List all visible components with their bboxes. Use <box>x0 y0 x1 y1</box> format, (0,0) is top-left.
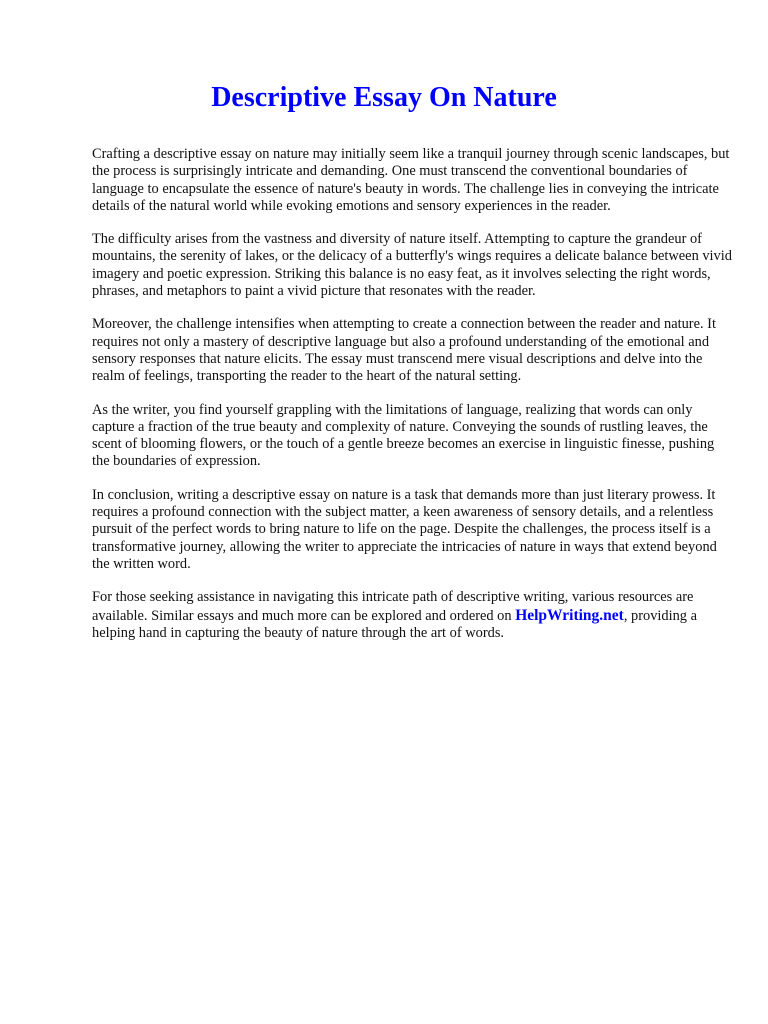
paragraph-6-text-before-link: For those seeking assistance in navigating this intricate path of descriptive writing, various resources are available. Similar essays and much more can be explored and ordered on <box>92 589 694 624</box>
paragraph-3: Moreover, the challenge intensifies when attempting to create a connection between the reader and nature. It requires not only a mastery of descriptive language but also a profound understanding of the emotional and sensory responses that nature elicits. The essay must transcend mere visual descriptions and delve into the realm of feelings, transporting the reader to the heart of the natural setting. <box>92 316 716 385</box>
paragraph-2: The difficulty arises from the vastness and diversity of nature itself. Attempting to capture the grandeur of mountains, the serenity of lakes, or the delicacy of a butterfly's wings requires a delicate balance between vivid imagery and poetic expression. Striking this balance is no easy feat, as it involves selecting the right words, phrases, and metaphors to paint a vivid picture that resonates with the reader. <box>92 231 732 300</box>
paragraph-6 <box>92 589 732 642</box>
page-title: Descriptive Essay On Nature <box>211 82 557 113</box>
paragraph-4: As the writer, you find yourself grappling with the limitations of language, realizing that words can only capture a fraction of the true beauty and complexity of nature. Conveying the sounds of rustling leaves, the scent of blooming flowers, or the touch of a gentle breeze becomes an exercise in linguistic finesse, pushing the boundaries of expression. <box>92 401 715 470</box>
paragraph-5: In conclusion, writing a descriptive essay on nature is a task that demands more than just literary prowess. It requires a profound connection with the subject matter, a keen awareness of sensory details, and a relentless pursuit of the perfect words to bring nature to life on the page. Despite the challenges, the process itself is a transformative journey, allowing the writer to appreciate the intricacies of nature in ways that extend beyond the written word. <box>92 486 717 572</box>
essay-body <box>92 146 732 658</box>
paragraph-1: Crafting a descriptive essay on nature may initially seem like a tranquil journey through scenic landscapes, but the process is surprisingly intricate and demanding. One must transcend the conventional boundaries of language to encapsulate the essence of nature's beauty in words. The challenge lies in conveying the intricate details of the natural world while evoking emotions and sensory experiences in the reader. <box>92 146 730 214</box>
helpwriting-link[interactable]: HelpWriting.net <box>515 606 624 624</box>
paragraph-6-text-after-link: , providing a helping hand in capturing the beauty of nature through the art of words. <box>92 607 697 641</box>
